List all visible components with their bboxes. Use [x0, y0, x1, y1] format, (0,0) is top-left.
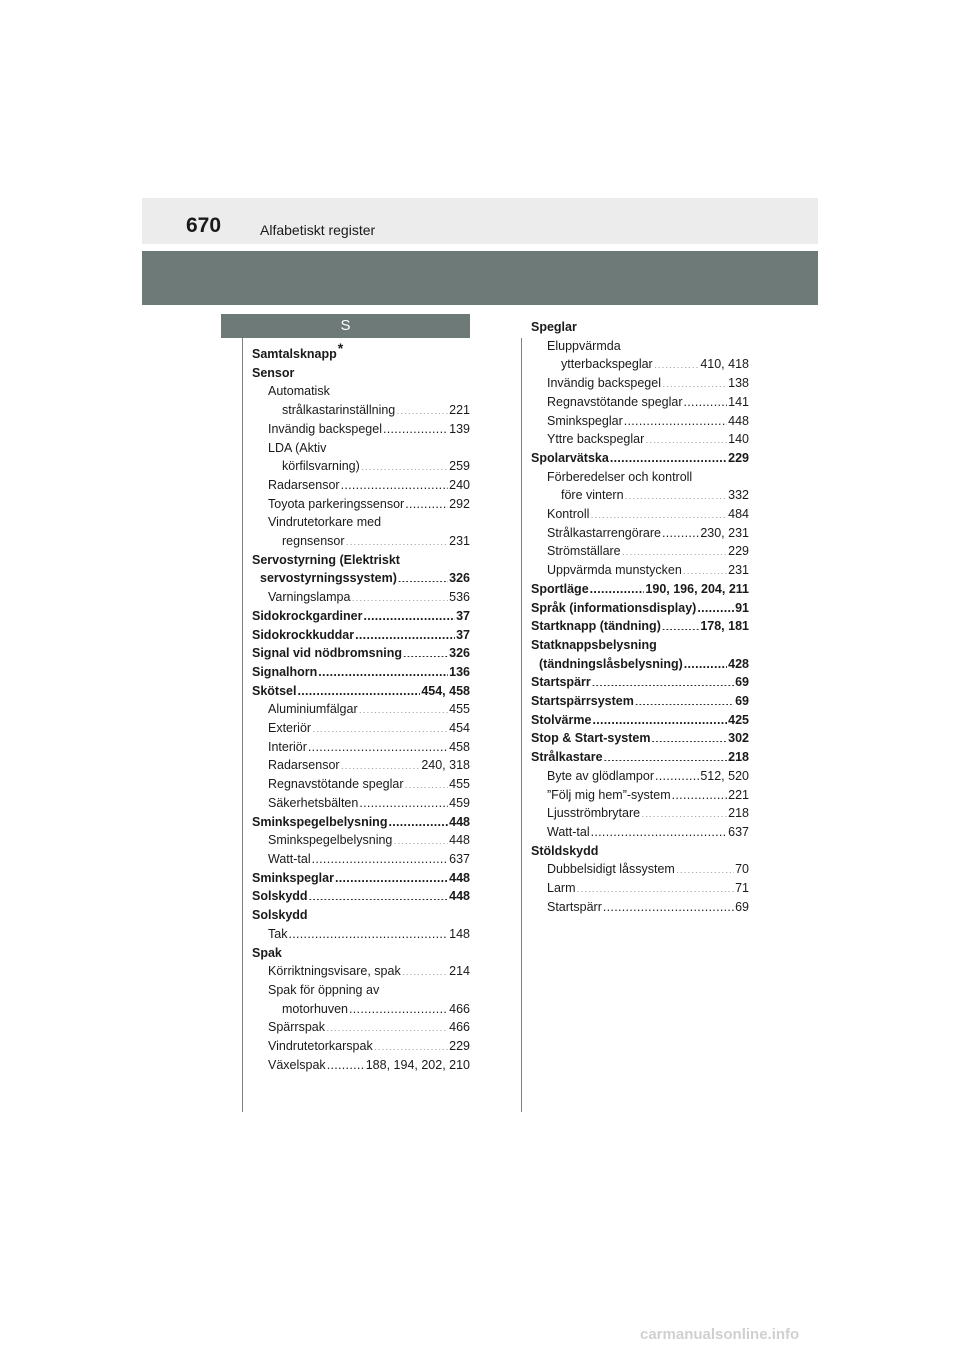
index-entry-term: Strömställare: [547, 544, 621, 559]
index-entry: [531, 692, 749, 711]
index-entry: [531, 561, 749, 580]
dot-leader: [393, 832, 448, 845]
index-entry-term: Sminkspeglar: [252, 870, 334, 885]
index-entry-page: 454, 458: [421, 683, 470, 698]
index-entry: [252, 925, 470, 944]
index-entry: [531, 711, 749, 730]
index-entry: [531, 823, 749, 842]
dot-leader: [346, 533, 449, 546]
index-entry: [531, 412, 749, 431]
dot-leader: [590, 506, 727, 519]
index-entry-term: Servostyrning (Elektriskt: [252, 552, 400, 567]
index-entry-page: 218: [728, 750, 749, 765]
index-entry-page: 428: [728, 656, 749, 671]
index-entry-term: Radarsensor: [268, 477, 340, 492]
dot-leader: [635, 693, 734, 706]
index-entry-term: Regnavstötande speglar: [268, 777, 404, 792]
index-entry: [531, 580, 749, 599]
dot-leader: [592, 674, 734, 687]
index-entry-page: 425: [728, 712, 749, 727]
dot-leader: [676, 861, 734, 874]
asterisk-marker: *: [337, 340, 344, 356]
index-entry-page: 448: [728, 413, 749, 428]
index-entry-page: 148: [449, 926, 470, 941]
index-entry-term: ”Följ mig hem”-system: [547, 787, 671, 802]
index-entry: [252, 439, 470, 458]
dot-leader: [359, 794, 448, 807]
header-band: [142, 198, 818, 244]
index-entry-term: Larm: [547, 881, 576, 896]
index-entry-page: 466: [449, 1020, 470, 1035]
index-entry-term: Vindrutetorkarspak: [268, 1039, 373, 1054]
dot-leader: [405, 776, 449, 789]
index-entry-term: Yttre backspeglar: [547, 432, 645, 447]
dot-leader: [576, 880, 734, 893]
index-entry-page: 637: [728, 824, 749, 839]
index-entry-term: ytterbackspeglar: [561, 357, 653, 372]
index-entry: [252, 738, 470, 757]
index-entry: [252, 1056, 470, 1075]
index-entry: [252, 476, 470, 495]
index-entry-term: Startspärr: [531, 675, 591, 690]
index-entry: [531, 617, 749, 636]
index-entry-term: Statknappsbelysning: [531, 637, 657, 652]
index-entry-page: 69: [735, 694, 749, 709]
index-entry-term: Speglar: [531, 320, 577, 334]
index-entry-term: Signalhorn: [252, 664, 318, 679]
index-entry: [252, 339, 470, 364]
index-entry-page: 240: [449, 477, 470, 492]
index-entry-term: Kontroll: [547, 507, 590, 522]
index-entry-term: (tändningslåsbelysning): [539, 656, 683, 671]
index-entry-term: Signal vid nödbromsning: [252, 646, 402, 661]
index-entry: [252, 813, 470, 832]
index-entry-page: 536: [449, 590, 470, 605]
index-entry-page: 91: [735, 600, 749, 615]
index-entry-term: Strålkastare: [531, 750, 603, 765]
index-entry: [531, 748, 749, 767]
index-entry: [252, 551, 470, 570]
index-entry-page: 141: [728, 394, 749, 409]
index-entry: [252, 682, 470, 701]
index-entry: [252, 382, 470, 401]
index-entry-page: 458: [449, 739, 470, 754]
index-entry-term: Sminkspegelbelysning: [268, 833, 393, 848]
dot-leader: [591, 823, 728, 836]
index-entry: [531, 542, 749, 561]
dot-leader: [655, 767, 699, 780]
index-entry: [531, 655, 749, 674]
index-entry-page: 410, 418: [700, 357, 749, 372]
index-entry-term: Sminkspeglar: [547, 413, 623, 428]
index-entry-page: 37: [456, 608, 470, 623]
index-entry-page: 448: [449, 889, 470, 904]
index-entry: [531, 879, 749, 898]
index-entry: [252, 420, 470, 439]
index-entry-term: Skötsel: [252, 683, 297, 698]
index-entry-page: 229: [728, 450, 749, 465]
index-entry: [252, 513, 470, 532]
index-entry-term: Uppvärmda munstycken: [547, 563, 682, 578]
section-title: Alfabetiskt register: [260, 222, 376, 238]
dot-leader: [326, 1019, 448, 1032]
dot-leader: [662, 524, 699, 537]
index-entry-term: Spak för öppning av: [268, 982, 380, 997]
dot-leader: [662, 375, 727, 388]
dot-leader: [651, 730, 727, 743]
index-entry: [252, 756, 470, 775]
index-entry-term: Invändig backspegel: [547, 376, 661, 391]
index-entry-page: 188, 194, 202, 210: [365, 1057, 470, 1072]
index-entry-page: 259: [449, 459, 470, 474]
index-entry: [531, 860, 749, 879]
index-entry-term: före vintern: [561, 488, 624, 503]
index-entry-page: 466: [449, 1001, 470, 1016]
index-entry: [531, 374, 749, 393]
index-entry-term: Vindrutetorkare med: [268, 515, 382, 530]
index-entry-page: 178, 181: [700, 619, 749, 634]
index-entry: [252, 1000, 470, 1019]
index-entry-term: Solskydd: [252, 908, 308, 923]
index-entry-term: Varningslampa: [268, 590, 351, 605]
index-entry-page: 221: [449, 403, 470, 418]
index-entry-page: 136: [449, 664, 470, 679]
dot-leader: [396, 402, 448, 415]
dot-leader: [388, 813, 448, 826]
dot-leader: [327, 1056, 365, 1069]
index-entry-page: 69: [735, 899, 749, 914]
index-entry-term: Startspärr: [547, 899, 602, 914]
right-column-rule: [521, 338, 522, 1112]
index-entry: [252, 981, 470, 1000]
dot-leader: [641, 805, 727, 818]
index-entry-page: 221: [728, 787, 749, 802]
dot-leader: [622, 543, 728, 556]
index-entry: [531, 355, 749, 374]
index-entry: [252, 831, 470, 850]
letter-tab: S: [221, 314, 470, 338]
index-entry-term: Aluminiumfälgar: [268, 702, 358, 717]
dot-leader: [654, 356, 700, 369]
index-entry: [252, 532, 470, 551]
index-entry: [252, 495, 470, 514]
index-entry: [252, 457, 470, 476]
dot-leader: [697, 599, 734, 612]
index-entry: [531, 318, 749, 337]
dot-leader: [374, 1038, 448, 1051]
index-entry-page: 302: [728, 731, 749, 746]
dot-leader: [672, 786, 728, 799]
index-entry-page: 231: [449, 534, 470, 549]
index-entry-term: Startspärrsystem: [531, 694, 634, 709]
index-entry: [252, 401, 470, 420]
index-entry-page: 139: [449, 421, 470, 436]
index-entry-term: Regnavstötande speglar: [547, 394, 683, 409]
index-entry: [531, 505, 749, 524]
page-number: 670: [186, 214, 222, 237]
index-entry: [531, 430, 749, 449]
index-entry: [531, 449, 749, 468]
index-entry-page: 448: [449, 833, 470, 848]
index-entry-page: 326: [449, 646, 470, 661]
index-entry-term: Språk (informationsdisplay): [531, 600, 697, 615]
dot-leader: [662, 618, 699, 631]
dot-leader: [403, 645, 448, 658]
dot-leader: [684, 655, 727, 668]
index-entry-term: Startknapp (tändning): [531, 619, 661, 634]
index-entry-page: 448: [449, 870, 470, 885]
index-entry-term: Byte av glödlampor: [547, 768, 655, 783]
dot-leader: [645, 431, 727, 444]
index-entry-term: motorhuven: [282, 1001, 349, 1016]
dot-leader: [683, 562, 727, 575]
dot-leader: [610, 449, 727, 462]
index-entry: [252, 962, 470, 981]
index-entry-term: strålkastarinställning: [282, 403, 396, 418]
index-entry: [531, 636, 749, 655]
index-entry: [252, 944, 470, 963]
index-entry-page: 512, 520: [700, 768, 749, 783]
index-entry-term: regnsensor: [282, 534, 345, 549]
index-entry: [531, 786, 749, 805]
index-entry: [531, 673, 749, 692]
index-entry-page: 240, 318: [421, 758, 470, 773]
dot-leader: [398, 570, 448, 583]
index-entry-page: 140: [728, 432, 749, 447]
dot-leader: [402, 963, 448, 976]
index-entry-term: Strålkastarrengörare: [547, 525, 661, 540]
dot-leader: [355, 626, 455, 639]
index-entry-term: Stop & Start-system: [531, 731, 651, 746]
dot-leader: [297, 682, 420, 695]
index-entry-page: 326: [449, 571, 470, 586]
watermark: carmanualsonline.info: [640, 1326, 800, 1343]
index-entry-term: Ljusströmbrytare: [547, 806, 641, 821]
dot-leader: [359, 701, 449, 714]
dot-leader: [341, 476, 449, 489]
index-entry-term: Spolarvätska: [531, 450, 609, 465]
index-entry: [531, 393, 749, 412]
index-entry: [252, 1018, 470, 1037]
index-entry-page: 448: [449, 814, 470, 829]
index-entry-page: 231: [728, 563, 749, 578]
index-entry-term: servostyrningssystem): [260, 571, 397, 586]
index-entry-page: 190, 196, 204, 211: [645, 581, 749, 596]
index-entry-term: Exteriör: [268, 721, 312, 736]
index-entry-term: Interiör: [268, 739, 307, 754]
index-entry: [531, 804, 749, 823]
index-entry-term: Säkerhetsbälten: [268, 795, 359, 810]
index-entry: [531, 486, 749, 505]
index-entry-page: 484: [728, 507, 749, 522]
index-entry: [252, 364, 470, 383]
index-entry: [531, 599, 749, 618]
dot-leader: [684, 393, 728, 406]
dot-leader: [405, 495, 448, 508]
index-entry-term: Sportläge: [531, 581, 589, 596]
index-entry-term: Spärrspak: [268, 1020, 325, 1035]
dot-leader: [312, 850, 449, 863]
index-entry-page: 37: [456, 627, 470, 642]
index-entry-page: 332: [728, 488, 749, 503]
dot-leader: [335, 869, 448, 882]
index-entry: [252, 906, 470, 925]
index-entry-term: Invändig backspegel: [268, 421, 382, 436]
dot-leader: [363, 607, 455, 620]
index-entry-term: Toyota parkeringssensor: [268, 496, 405, 511]
index-entry: [252, 1037, 470, 1056]
index-entry: [252, 887, 470, 906]
index-entry-term: Förberedelser och kontroll: [547, 469, 693, 484]
index-entry: [531, 524, 749, 543]
index-entry-page: 214: [449, 964, 470, 979]
dot-leader: [288, 925, 448, 938]
index-entry-term: Dubbelsidigt låssystem: [547, 862, 675, 877]
index-entry-term: Sidokrockgardiner: [252, 608, 363, 623]
index-entry-page: 455: [449, 777, 470, 792]
index-entry-page: 138: [728, 376, 749, 391]
index-entry-page: 218: [728, 806, 749, 821]
index-entry: [252, 663, 470, 682]
index-entry: [252, 626, 470, 645]
dot-leader: [349, 1000, 448, 1013]
index-entry-term: Watt-tal: [268, 851, 311, 866]
index-entry: [531, 337, 749, 356]
dot-leader: [361, 458, 448, 471]
index-entry: [252, 700, 470, 719]
index-entry-page: 459: [449, 795, 470, 810]
index-entry: [252, 794, 470, 813]
dot-leader: [624, 412, 727, 425]
index-entry-page: 70: [735, 862, 749, 877]
index-entry: [252, 869, 470, 888]
index-entry-term: Solskydd: [252, 889, 308, 904]
index-entry-page: 69: [735, 675, 749, 690]
index-entry-term: Tak: [268, 926, 288, 941]
index-entry-page: 637: [449, 851, 470, 866]
index-entry: [252, 850, 470, 869]
index-entry-page: 292: [449, 496, 470, 511]
index-entry: [252, 588, 470, 607]
index-entry: [531, 898, 749, 917]
dot-leader: [308, 738, 448, 751]
index-entry: [252, 607, 470, 626]
index-right-column: [531, 318, 749, 917]
index-entry-term: Radarsensor: [268, 758, 340, 773]
dot-leader: [309, 888, 449, 901]
dot-leader: [590, 580, 645, 593]
index-entry: [531, 842, 749, 861]
index-entry-term: körfilsvarning): [282, 459, 360, 474]
index-entry: [252, 719, 470, 738]
left-column-rule: [242, 338, 243, 1112]
index-left-column: [252, 339, 470, 1074]
index-entry-page: 454: [449, 721, 470, 736]
index-entry-term: Stöldskydd: [531, 843, 599, 858]
index-entry: [531, 729, 749, 748]
index-entry: [531, 767, 749, 786]
dot-leader: [351, 589, 448, 602]
index-entry-term: Sensor: [252, 365, 295, 380]
index-entry-term: Samtalsknapp: [252, 347, 337, 361]
index-entry: [252, 569, 470, 588]
index-entry: [252, 644, 470, 663]
index-entry: [252, 775, 470, 794]
index-entry-term: Spak: [252, 945, 282, 960]
index-entry-term: Watt-tal: [547, 824, 590, 839]
index-entry-term: Automatisk: [268, 384, 330, 399]
index-entry: [531, 468, 749, 487]
index-entry-page: 71: [735, 881, 749, 896]
index-entry-page: 230, 231: [700, 525, 749, 540]
dot-leader: [383, 420, 448, 433]
dot-leader: [625, 487, 728, 500]
dot-leader: [603, 898, 734, 911]
index-entry-term: Sminkspegelbelysning: [252, 814, 388, 829]
dot-leader: [604, 749, 728, 762]
index-entry-page: 229: [728, 544, 749, 559]
dot-leader: [312, 720, 448, 733]
index-entry-term: Sidokrockkuddar: [252, 627, 355, 642]
title-bar: [142, 251, 818, 305]
dot-leader: [341, 757, 421, 770]
dot-leader: [592, 711, 727, 724]
dot-leader: [318, 663, 448, 676]
index-entry-page: 455: [449, 702, 470, 717]
index-entry-page: 229: [449, 1039, 470, 1054]
index-entry-term: Körriktningsvisare, spak: [268, 964, 401, 979]
index-entry-term: Eluppvärmda: [547, 338, 621, 353]
index-entry-term: Växelspak: [268, 1057, 326, 1072]
index-entry-term: Stolvärme: [531, 712, 592, 727]
index-entry-term: LDA (Aktiv: [268, 440, 327, 455]
